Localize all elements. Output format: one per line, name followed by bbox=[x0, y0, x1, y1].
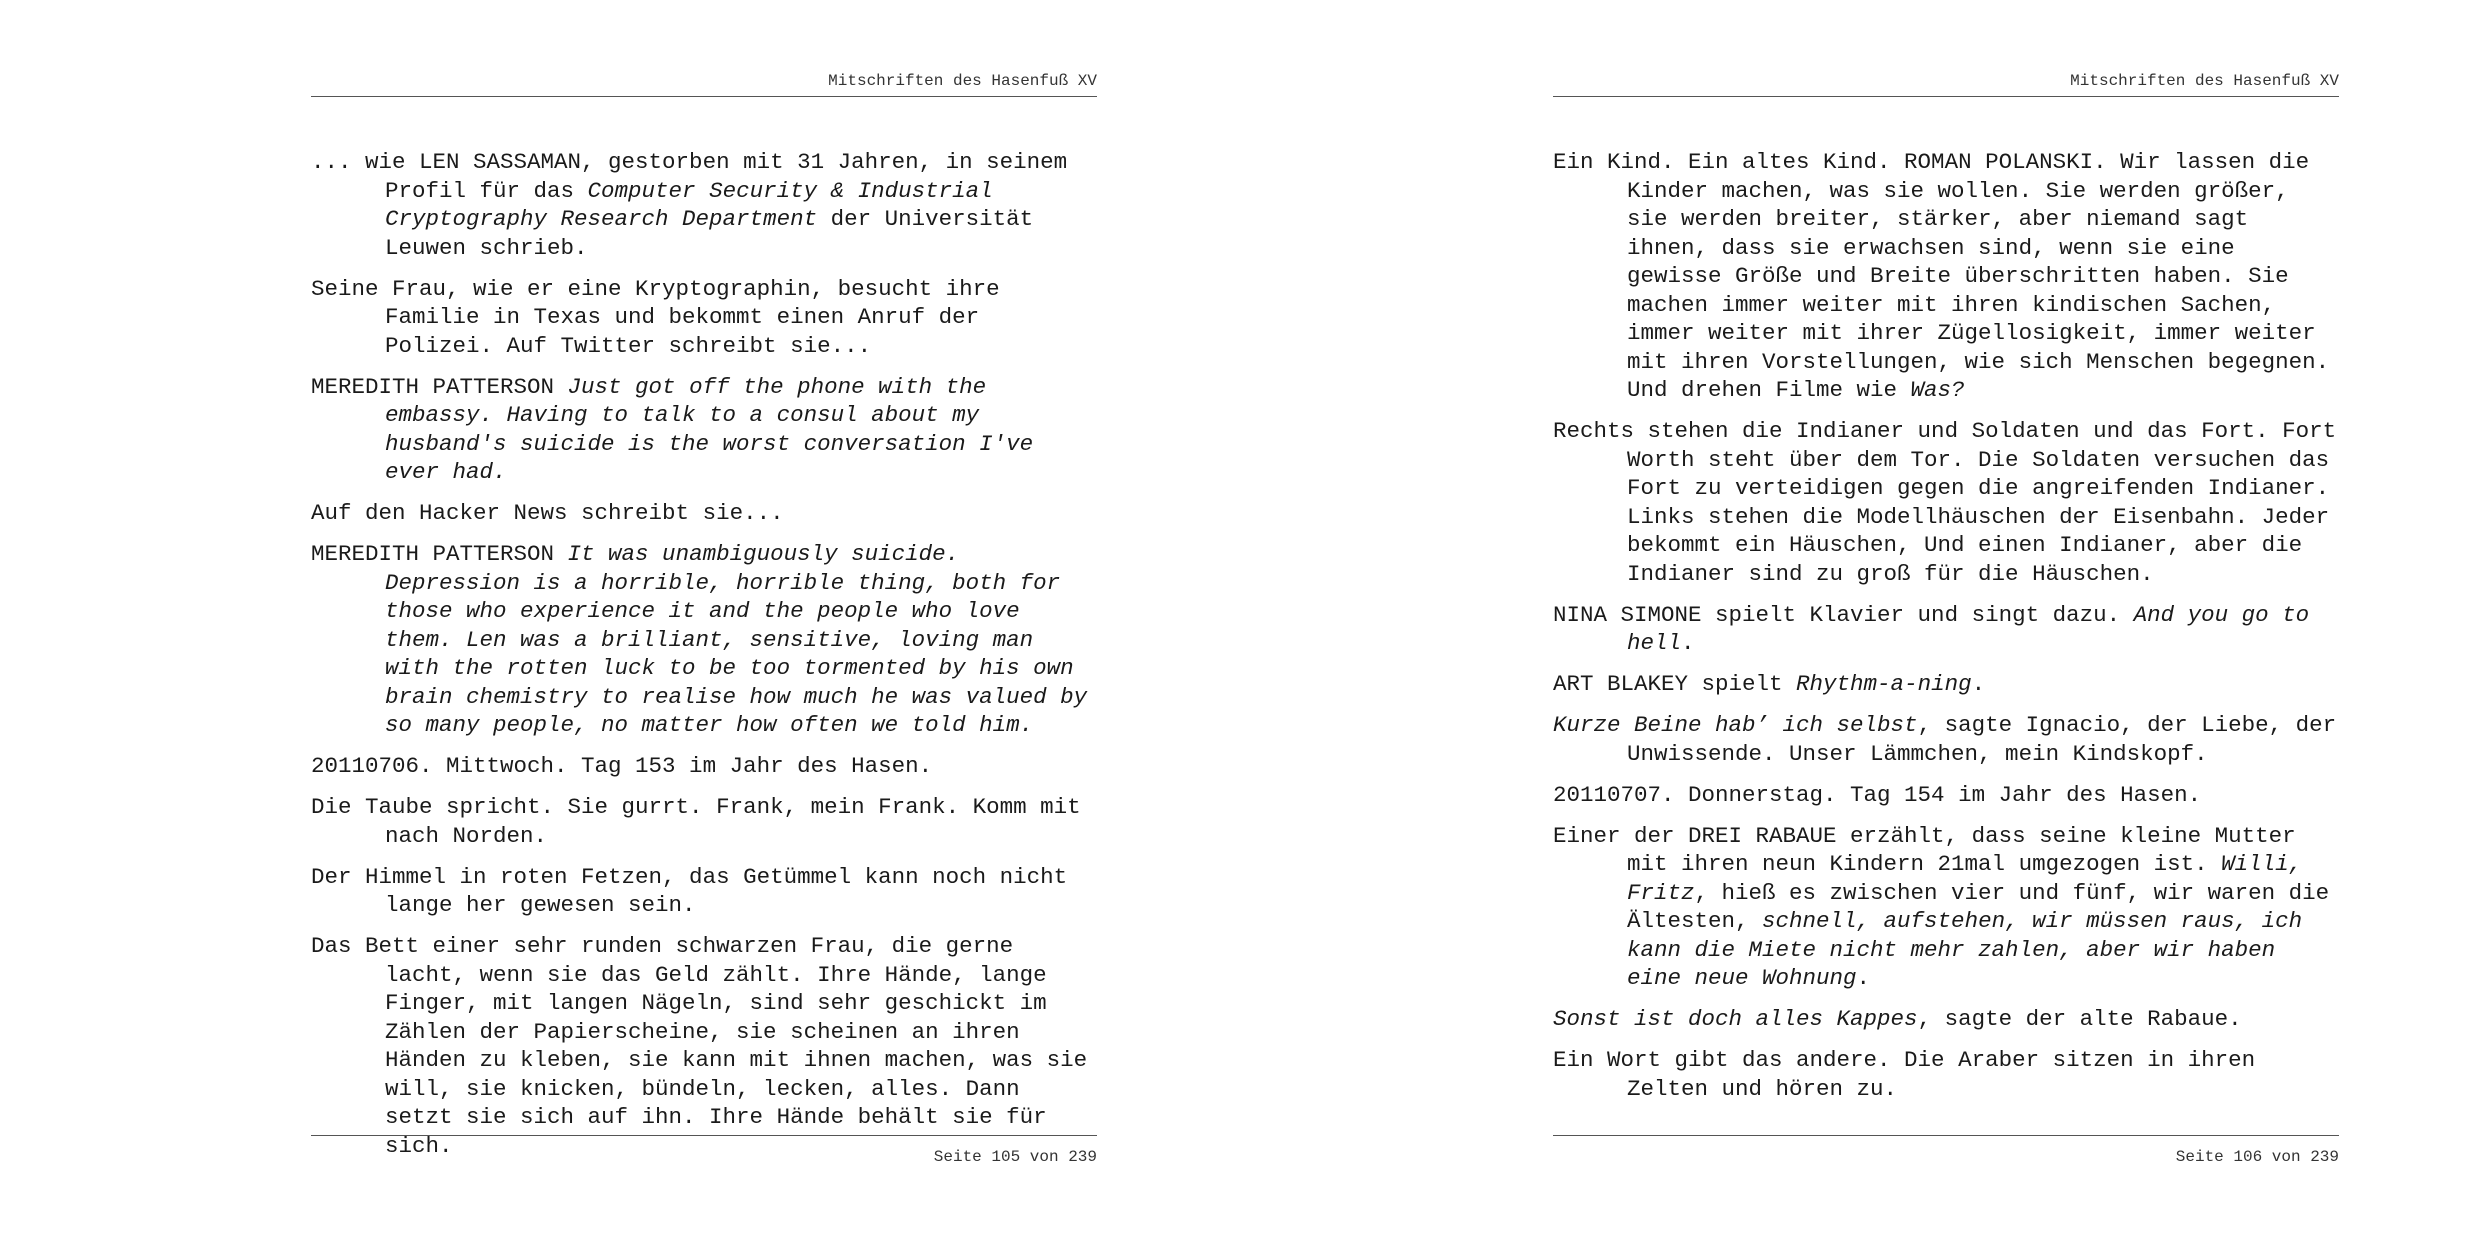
text-run: Rechts stehen die Indianer und Soldaten und das Fort. Fort Worth steht über dem Tor. Die Soldaten versuchen das Fort zu verteidigen gegen die angreifenden Indianer. Links stehen die Modellhäuschen der Eisenbahn. Jeder bekommt ein Häuschen, Und einen Indianer, aber die Indianer sind zu groß für die Häuschen. bbox=[1553, 418, 2350, 587]
text-run: Seine Frau, wie er eine Kryptographin, besucht ihre Familie in Texas und bekommt einen Anruf der Polizei. Auf Twitter schreibt sie... bbox=[311, 275, 1014, 359]
page-number: Seite 105 von 239 bbox=[933, 1148, 1097, 1166]
header-divider bbox=[311, 96, 1097, 97]
text-run-italic: Willi, Fritz bbox=[1627, 851, 2316, 906]
paragraph bbox=[1553, 148, 2343, 405]
text-run-italic: It was unambiguously suicide. Depression is a horrible, horrible thing, both for those who experience it and the people who love them. Len was a brilliant, sensitive, loving man with the rotten luck to be too tormented by his own brain chemistry to realise how much he was valued by so many people, no matter how often we told him. bbox=[385, 541, 1101, 738]
header-divider bbox=[1553, 96, 2339, 97]
text-run: . bbox=[1971, 671, 1986, 697]
paragraph bbox=[1553, 601, 2339, 658]
text-run-italic: Was? bbox=[1910, 377, 1965, 403]
paragraph bbox=[311, 540, 1101, 740]
text-run: , sagte Ignacio, der Liebe, der Unwissende. Unser Lämmchen, mein Kindskopf. bbox=[1627, 712, 2350, 767]
text-run: , sagte der alte Rabaue. bbox=[1917, 1006, 2242, 1032]
paragraph bbox=[1553, 1005, 2339, 1034]
paragraph bbox=[1553, 417, 2350, 588]
paragraph bbox=[311, 863, 1097, 920]
text-run: . bbox=[1681, 630, 1695, 656]
text-run: Das Bett einer sehr runden schwarzen Frau, die gerne lacht, wenn sie das Geld zählt. Ihre Hände, lange Finger, mit langen Nägeln, sind sehr geschickt im Zählen der Papierscheine, sie scheinen an ihren Händen zu kleben, sie kann mit ihnen machen, was sie will, sie knicken, bündeln, lecken, alles. Dann setzt sie sich auf ihn. Ihre Hände behält sie für sich. bbox=[311, 933, 1101, 1159]
text-run: NINA SIMONE spielt Klavier und singt dazu. bbox=[1553, 601, 2134, 628]
page-body bbox=[311, 148, 1101, 1173]
footer-divider bbox=[311, 1135, 1097, 1136]
text-run: ... wie LEN SASSAMAN, gestorben mit 31 Jahren, in seinem Profil für das bbox=[311, 149, 1081, 204]
paragraph bbox=[311, 793, 1097, 850]
page-number: Seite 106 von 239 bbox=[2175, 1148, 2339, 1166]
text-run-italic: Computer Security & Industrial Cryptography Research Department bbox=[385, 177, 1007, 232]
text-run: 20110707. Donnerstag. Tag 154 im Jahr des Hasen. bbox=[1553, 781, 2202, 808]
text-run-italic: schnell, aufstehen, wir müssen raus, ich kann die Miete nicht mehr zahlen, aber wir haben eine neue Wohnung bbox=[1627, 908, 2316, 991]
left-page bbox=[311, 0, 1101, 1240]
text-run-italic: Rhythm-a-ning bbox=[1796, 671, 1972, 697]
paragraph bbox=[1553, 711, 2350, 768]
right-page bbox=[1553, 0, 2350, 1240]
paragraph bbox=[1553, 670, 2339, 699]
text-run-italic: Kurze Beine hab’ ich selbst bbox=[1553, 712, 1918, 738]
text-run: Ein Kind. Ein altes Kind. ROMAN POLANSKI. Wir lassen die Kinder machen, was sie wollen. Sie werden größer, sie werden breiter, stärker, aber niemand sagt ihnen, dass sie erwachsen sind, wenn sie eine gewisse Größe und Breite überschritten haben. Sie machen immer weiter mit ihren kindischen Sachen, immer weiter mit ihrer Zügellosigkeit, immer weiter mit ihren Vorstellungen, wie sich Menschen begegnen. Und drehen Filme wie bbox=[1553, 149, 2343, 403]
paragraph bbox=[1553, 822, 2343, 993]
text-run: . bbox=[1856, 965, 1871, 991]
text-run: der Universität Leuwen schrieb. bbox=[385, 206, 1047, 261]
text-run: Ein Wort gibt das andere. Die Araber sitzen in ihren Zelten und hören zu. bbox=[1553, 1047, 2269, 1102]
paragraph bbox=[1553, 1046, 2339, 1103]
paragraph bbox=[311, 932, 1101, 1160]
running-header: Mitschriften des Hasenfuß XV bbox=[2070, 72, 2339, 90]
text-run: Einer der DREI RABAUE erzählt, dass seine kleine Mutter mit ihren neun Kindern 21mal umgezogen ist. bbox=[1553, 822, 2310, 877]
text-run-italic: And you go to hell bbox=[1627, 601, 2323, 656]
text-run: MEREDITH PATTERSON bbox=[311, 373, 568, 400]
text-run: Auf den Hacker News schreibt sie... bbox=[311, 500, 784, 526]
footer-divider bbox=[1553, 1135, 2339, 1136]
paragraph bbox=[311, 752, 1097, 781]
paragraph bbox=[311, 275, 1097, 361]
text-run: ART BLAKEY spielt bbox=[1553, 671, 1797, 697]
text-run-italic: Sonst ist doch alles Kappes bbox=[1553, 1006, 1918, 1032]
page-body bbox=[1553, 148, 2350, 1116]
text-run: Der Himmel in roten Fetzen, das Getümmel kann noch nicht lange her gewesen sein. bbox=[311, 863, 1081, 918]
text-run: MEREDITH PATTERSON bbox=[311, 541, 568, 567]
paragraph bbox=[311, 499, 1097, 528]
paragraph bbox=[311, 148, 1097, 262]
running-header: Mitschriften des Hasenfuß XV bbox=[828, 72, 1097, 90]
text-run: 20110706. Mittwoch. Tag 153 im Jahr des Hasen. bbox=[311, 753, 933, 779]
text-run-italic: Just got off the phone with the embassy. Having to talk to a consul about my husband's suicide is the worst conversation I've ever had. bbox=[385, 373, 1047, 485]
text-run: , hieß es zwischen vier und fünf, wir waren die Ältesten, bbox=[1627, 879, 2343, 934]
text-run: Die Taube spricht. Sie gurrt. Frank, mein Frank. Komm mit nach Norden. bbox=[311, 794, 1095, 849]
paragraph bbox=[311, 373, 1097, 487]
paragraph bbox=[1553, 781, 2339, 810]
